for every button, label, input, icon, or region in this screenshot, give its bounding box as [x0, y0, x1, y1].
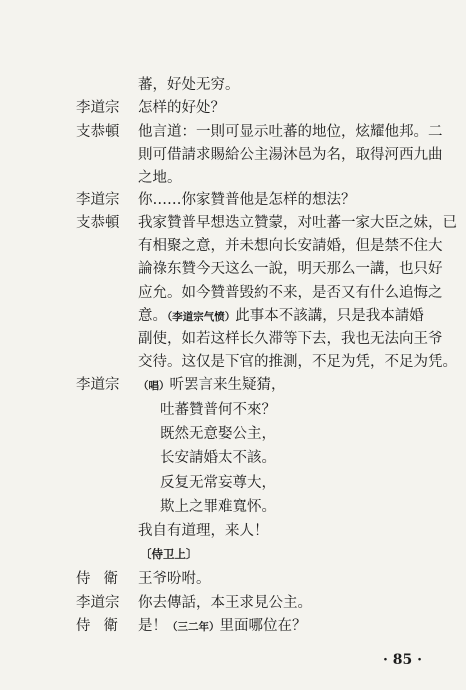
speaker-name: 李道宗	[76, 377, 120, 393]
page-number: · 85 ·	[383, 652, 422, 668]
dialogue-fragment: 此事本不該講，只是我本請婚	[235, 308, 424, 324]
verse-line: 既然无意娶公主，	[160, 426, 276, 442]
dialogue-line: 則可借請求賜給公主湯沐邑为名，取得河西九曲	[138, 147, 443, 163]
stage-direction: （唱）	[138, 380, 170, 392]
verse-line: 反复无常妄尊大，	[160, 475, 276, 491]
dialogue-line: 蕃，好处无穷。	[138, 77, 240, 93]
dialogue-line: 之地。	[138, 170, 182, 186]
dialogue-line: 怎样的好处？	[138, 100, 225, 116]
speaker-name: 支恭頓	[76, 124, 120, 140]
dialogue-line: 副使，如若这样长久滞等下去，我也无法向王爷	[138, 331, 443, 347]
dialogue-fragment: 是！	[138, 618, 167, 634]
dialogue-line: 我自有道理，来人！	[138, 523, 269, 539]
dialogue-line: 你……你家贊普他是怎样的想法？	[138, 192, 356, 208]
dialogue-line: 你去傳話，本王求見公主。	[138, 595, 312, 611]
dialogue-line: 他言道：一則可显示吐蕃的地位，炫耀他邦。二	[138, 124, 443, 140]
dialogue-line: 論祿东贊今天这么一說，明天那么一講，也只好	[138, 261, 443, 277]
speaker-name: 李道宗	[76, 595, 120, 611]
dialogue-line: 我家贊普早想迭立贊蒙，对吐蕃一家大臣之妹，已	[138, 215, 457, 231]
speaker-name: 李道宗	[76, 192, 120, 208]
song-first-line	[138, 375, 286, 396]
stage-direction: 〔侍卫上〕	[140, 547, 198, 561]
dialogue-line: 交待。这仅是下官的推測，不足为凭，不足为凭。	[138, 354, 457, 370]
dialogue-line: 有相聚之意，并未想向长安請婚，但是禁不住大	[138, 238, 443, 254]
dialogue-line	[138, 306, 424, 327]
stage-direction: （三二年）	[167, 621, 220, 633]
speaker-name: 李道宗	[76, 100, 120, 116]
verse-line: 欺上之罪难寬怀。	[160, 499, 276, 515]
dialogue-fragment: 里面哪位在？	[219, 618, 307, 634]
verse-line: 吐蕃贊普何不來？	[160, 402, 276, 418]
dialogue-fragment: 意。	[138, 308, 167, 324]
dialogue-line: 应允。如今贊普毁約不来，是否又有什么追悔之	[138, 285, 443, 301]
verse-line: 长安請婚太不該。	[160, 450, 276, 466]
dialogue-line: 王爷吩咐。	[138, 571, 211, 587]
speaker-name: 支恭頓	[76, 215, 120, 231]
speaker-name: 侍衛	[76, 618, 131, 634]
dialogue-line	[138, 616, 307, 637]
speaker-name: 侍衛	[76, 571, 131, 587]
stage-direction: （李道宗气愤）	[167, 311, 236, 323]
verse-text: 听罢言来生疑猜，	[169, 377, 286, 393]
